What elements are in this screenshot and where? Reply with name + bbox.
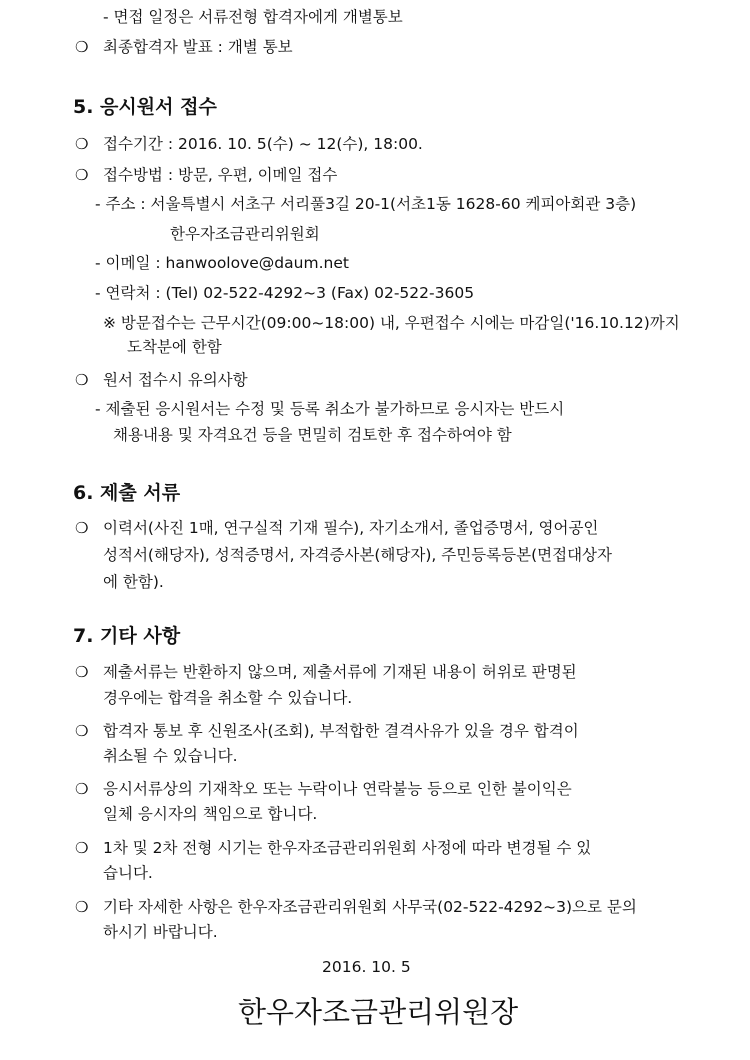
misc-item-3-line-2: 일체 응시자의 책임으로 합니다. — [103, 805, 318, 823]
bullet-icon: ❍ — [75, 780, 89, 798]
address-line-1: - 주소 : 서울특별시 서초구 서리풀3길 20-1(서초1동 1628-60 케피아회관 3층) — [95, 195, 637, 213]
address-line-2: 한우자조금관리위원회 — [170, 225, 320, 243]
misc-item-5-line-1: 기타 자세한 사항은 한우자조금관리위원회 사무국(02-522-4292~3)으로 문의 — [103, 898, 637, 916]
interview-schedule-line: - 면접 일정은 서류전형 합격자에게 개별통보 — [103, 8, 403, 26]
note-line-2: 도착분에 한함 — [127, 338, 222, 356]
bullet-icon: ❍ — [75, 371, 89, 389]
application-period: 접수기간 : 2016. 10. 5(수) ~ 12(수), 18:00. — [103, 135, 423, 153]
misc-item-2-line-1: 합격자 통보 후 신원조사(조회), 부적합한 결격사유가 있을 경우 합격이 — [103, 722, 579, 740]
application-method: 접수방법 : 방문, 우편, 이메일 접수 — [103, 166, 338, 184]
bullet-icon: ❍ — [75, 722, 89, 740]
misc-item-1-line-1: 제출서류는 반환하지 않으며, 제출서류에 기재된 내용이 허위로 판명된 — [103, 663, 577, 681]
final-announcement-line: 최종합격자 발표 : 개별 통보 — [103, 38, 293, 56]
misc-item-4-line-2: 습니다. — [103, 864, 153, 882]
note-line-1: ※ 방문접수는 근무시간(09:00~18:00) 내, 우편접수 시에는 마감일('16.10.12)까지 — [103, 314, 680, 332]
signature-title: 한우자조금관리위원장 — [238, 995, 519, 1029]
contact-line: - 연락처 : (Tel) 02-522-4292~3 (Fax) 02-522-3605 — [95, 284, 475, 302]
bullet-icon: ❍ — [75, 839, 89, 857]
caution-line-1: - 제출된 응시원서는 수정 및 등록 취소가 불가하므로 응시자는 반드시 — [95, 400, 565, 418]
bullet-icon: ❍ — [75, 663, 89, 681]
documents-line-3: 에 한함). — [103, 573, 164, 591]
caution-heading: 원서 접수시 유의사항 — [103, 371, 248, 389]
section-6-heading: 6. 제출 서류 — [73, 482, 181, 504]
bullet-icon: ❍ — [75, 898, 89, 916]
documents-line-1: 이력서(사진 1매, 연구실적 기재 필수), 자기소개서, 졸업증명서, 영어공인 — [103, 519, 599, 537]
misc-item-5-line-2: 하시기 바랍니다. — [103, 923, 218, 941]
caution-line-2: 채용내용 및 자격요건 등을 면밀히 검토한 후 접수하여야 함 — [113, 426, 512, 444]
misc-item-1-line-2: 경우에는 합격을 취소할 수 있습니다. — [103, 689, 353, 707]
section-5-heading: 5. 응시원서 접수 — [73, 96, 217, 118]
bullet-icon: ❍ — [75, 166, 89, 184]
misc-item-4-line-1: 1차 및 2차 전형 시기는 한우자조금관리위원회 사정에 따라 변경될 수 있 — [103, 839, 592, 857]
section-7-heading: 7. 기타 사항 — [73, 625, 181, 647]
bullet-icon: ❍ — [75, 135, 89, 153]
bullet-icon: ❍ — [75, 519, 89, 537]
documents-line-2: 성적서(해당자), 성적증명서, 자격증사본(해당자), 주민등록등본(면접대상자 — [103, 546, 612, 564]
misc-item-2-line-2: 취소될 수 있습니다. — [103, 747, 238, 765]
email-line: - 이메일 : hanwoolove@daum.net — [95, 254, 349, 272]
misc-item-3-line-1: 응시서류상의 기재착오 또는 누락이나 연락불능 등으로 인한 불이익은 — [103, 780, 572, 798]
bullet-icon: ❍ — [75, 38, 89, 56]
document-date: 2016. 10. 5 — [322, 958, 411, 976]
